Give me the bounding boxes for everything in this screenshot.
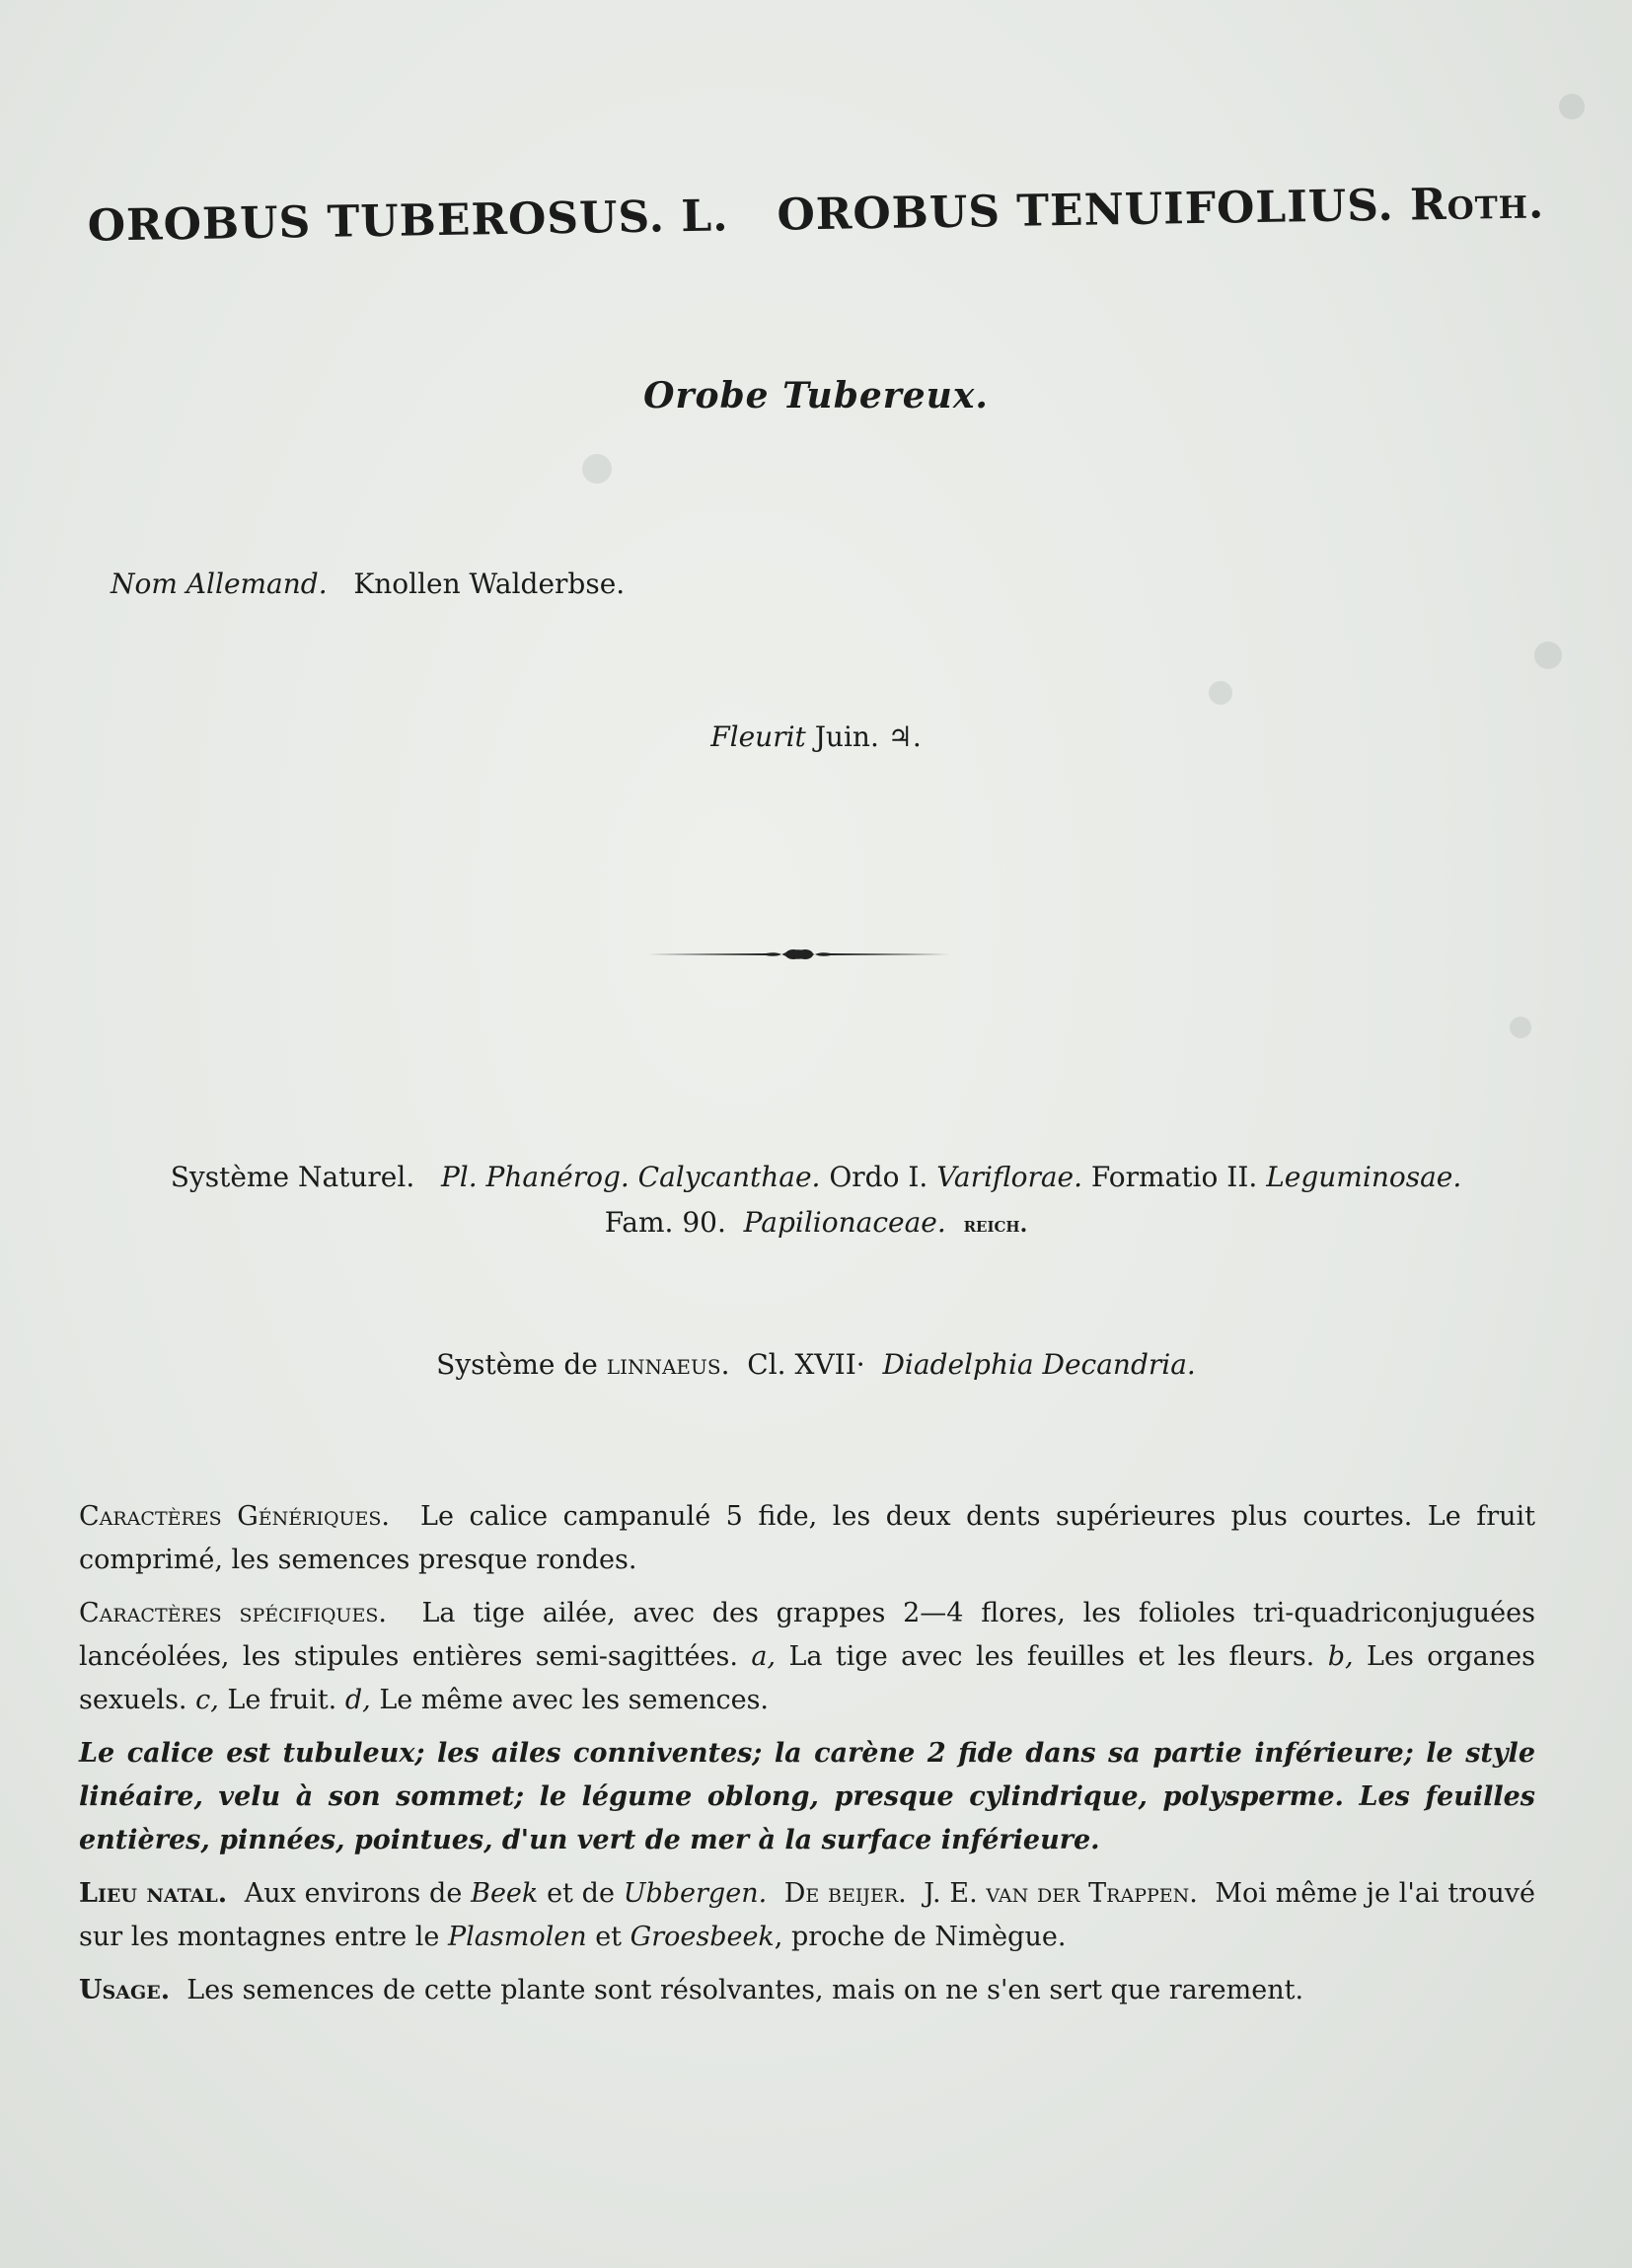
systeme-naturel-label: Système Naturel. bbox=[170, 1161, 415, 1193]
usage-label: Usage. bbox=[79, 1975, 171, 2005]
linnaeus-name: linnaeus. bbox=[606, 1348, 730, 1381]
lieu-trappen: J. E. van der Trappen. bbox=[924, 1878, 1198, 1909]
linnaeus-value: Diadelphia Decandria. bbox=[882, 1348, 1196, 1381]
lieu-natal-label: Lieu natal. bbox=[79, 1878, 228, 1909]
figure-a-text: La tige avec les feuilles et les fleurs. bbox=[788, 1641, 1315, 1672]
paragraph-lieu-natal bbox=[79, 1872, 1535, 1959]
german-name bbox=[111, 567, 625, 600]
title-author: Roth. bbox=[1409, 178, 1545, 231]
formatio-value: Leguminosae. bbox=[1266, 1161, 1462, 1193]
specifiques-text: La tige ailée, avec des grappes 2—4 flores, les folioles tri-quadriconjuguées lancéolées, les stipules entières semi-sagittées. bbox=[79, 1598, 1535, 1672]
ornament-divider bbox=[647, 943, 949, 966]
paper-spot bbox=[1209, 681, 1232, 705]
paragraph-description: Le calice est tubuleux; les ailes conniventes; la carène 2 fide dans sa partie inférieure; le style linéaire, velu à son sommet; le légume oblong, presque cylindrique, polysperme. Les feuilles entières, pinnées, pointues, d'un vert de mer à la surface inférieure. bbox=[79, 1738, 1535, 1855]
source-author: reich. bbox=[963, 1212, 1028, 1238]
figure-c-text: Le fruit. bbox=[227, 1685, 337, 1715]
flowering-value: Juin. ♃. bbox=[814, 720, 922, 753]
lieu-t2: et de bbox=[547, 1878, 615, 1909]
figure-c-letter: c, bbox=[195, 1685, 219, 1715]
paper-spot bbox=[582, 454, 612, 484]
lieu-beijer: De beijer. bbox=[783, 1878, 907, 1909]
title-species-2: OROBUS TENUIFOLIUS. bbox=[777, 180, 1395, 241]
figure-b-letter: b, bbox=[1327, 1641, 1354, 1672]
lieu-ubbergen: Ubbergen. bbox=[623, 1878, 768, 1909]
systeme-naturel bbox=[0, 1155, 1632, 1247]
page-title bbox=[0, 177, 1632, 253]
body-text bbox=[79, 1495, 1535, 2022]
flowering-label: Fleurit bbox=[710, 720, 806, 753]
figure-b-text: Les organes sexuels. bbox=[79, 1641, 1535, 1715]
german-name-label: Nom Allemand. bbox=[111, 567, 328, 600]
lieu-beek: Beek bbox=[471, 1878, 539, 1909]
lieu-plasmolen: Plasmolen bbox=[447, 1922, 587, 1952]
specifiques-label: Caractères spécifiques. bbox=[79, 1598, 387, 1628]
figure-d-text: Le même avec les semences. bbox=[379, 1685, 770, 1715]
flowering-line bbox=[0, 720, 1632, 753]
generiques-label: Caractères Génériques. bbox=[79, 1501, 390, 1532]
lieu-t4: et bbox=[595, 1922, 623, 1952]
paper-spot bbox=[1510, 1017, 1531, 1038]
paper-spot bbox=[1559, 94, 1585, 119]
linnaeus-class: Cl. XVII· bbox=[747, 1348, 865, 1381]
fam-label: Fam. 90. bbox=[604, 1206, 726, 1239]
paragraph-specifiques bbox=[79, 1592, 1535, 1722]
title-species-1: OROBUS TUBEROSUS. L. bbox=[87, 190, 729, 252]
lieu-t3: Moi même je l'ai trouvé sur les montagnes entre le bbox=[79, 1878, 1535, 1952]
ordo-label: Ordo I. bbox=[829, 1161, 928, 1193]
lieu-t5: , proche de Nimègue. bbox=[774, 1922, 1067, 1952]
lieu-t1: Aux environs de bbox=[244, 1878, 463, 1909]
generiques-text: Le calice campanulé 5 fide, les deux dents supérieures plus courtes. Le fruit comprimé, les semences presque rondes. bbox=[79, 1501, 1536, 1575]
figure-d-letter: d, bbox=[344, 1685, 371, 1715]
linnaeus-label: Système de bbox=[436, 1348, 598, 1381]
german-name-value: Knollen Walderbse. bbox=[353, 567, 626, 600]
figure-a-letter: a, bbox=[751, 1641, 777, 1672]
systeme-linnaeus bbox=[0, 1348, 1632, 1381]
paragraph-generiques bbox=[79, 1495, 1535, 1582]
usage-text: Les semences de cette plante sont résolvantes, mais on ne s'en sert que rarement. bbox=[186, 1975, 1304, 2005]
paragraph-usage bbox=[79, 1969, 1535, 2012]
formatio-label: Formatio II. bbox=[1090, 1161, 1258, 1193]
lieu-groesbeek: Groesbeek bbox=[630, 1922, 775, 1952]
fam-value: Papilionaceae. bbox=[743, 1206, 946, 1239]
page-subtitle: Orobe Tubereux. bbox=[643, 375, 989, 416]
paper-spot bbox=[1534, 642, 1562, 669]
ordo-value: Variflorae. bbox=[936, 1161, 1082, 1193]
systeme-naturel-pl: Pl. Phanérog. Calycanthae. bbox=[440, 1161, 821, 1193]
